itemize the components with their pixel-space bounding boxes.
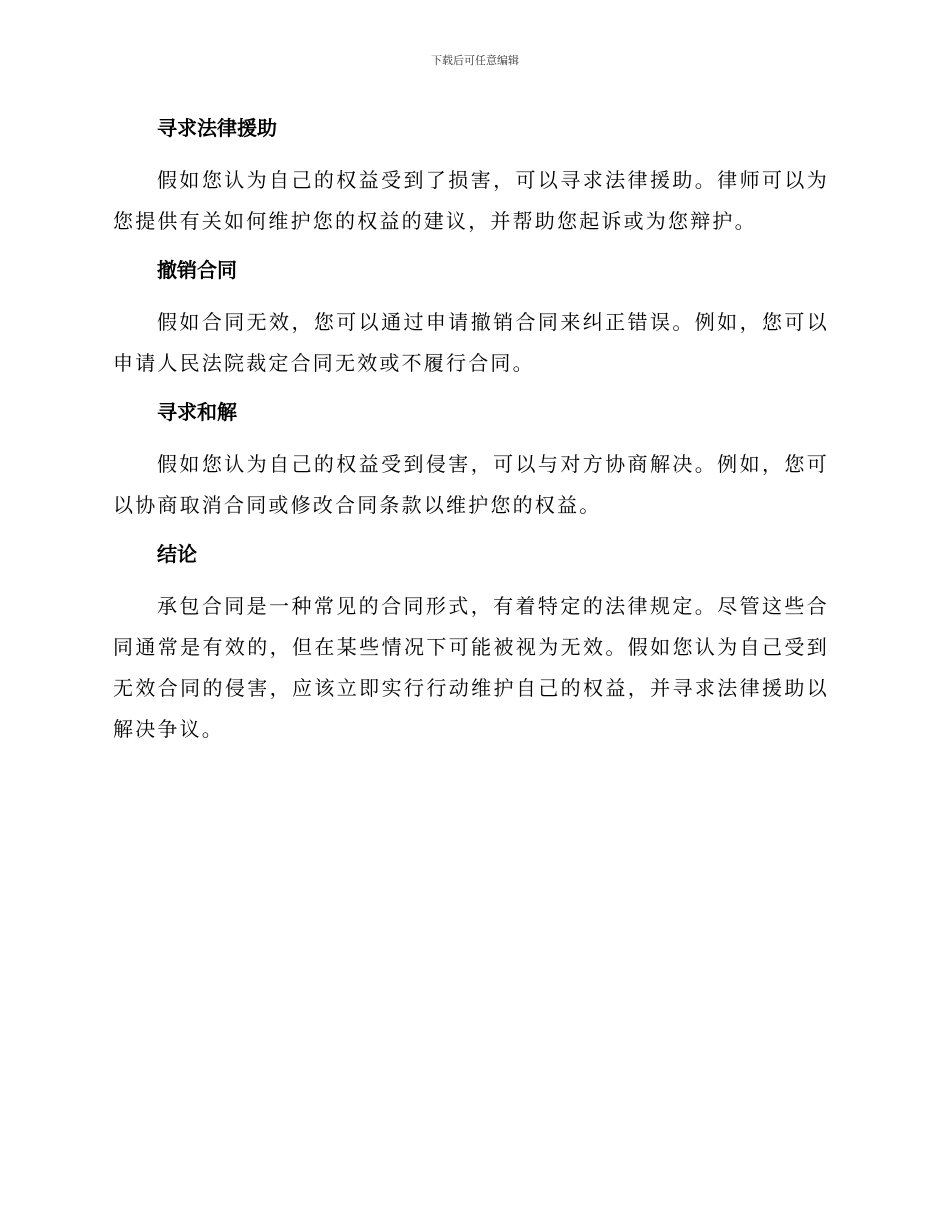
section-heading: 结论 — [157, 542, 197, 566]
section-settlement — [113, 394, 829, 526]
section-paragraph: 假如合同无效，您可以通过申请撤销合同来纠正错误。例如，您可以申请人民法院裁定合同无效或不履行合同。 — [113, 310, 829, 375]
section-paragraph: 假如您认为自己的权益受到了损害，可以寻求法律援助。律师可以为您提供有关如何维护您的权益的建议，并帮助您起诉或为您辩护。 — [113, 168, 829, 233]
section-heading: 撤销合同 — [157, 258, 237, 282]
document-body — [113, 110, 829, 760]
page-header-note: 下载后可任意编辑 — [431, 54, 519, 67]
section-conclusion — [113, 536, 829, 750]
section-paragraph: 承包合同是一种常见的合同形式，有着特定的法律规定。尽管这些合同通常是有效的，但在某些情况下可能被视为无效。假如您认为自己受到无效合同的侵害，应该立即实行行动维护自己的权益，并寻求法律援助以解决争议。 — [113, 594, 829, 741]
section-paragraph: 假如您认为自己的权益受到侵害，可以与对方协商解决。例如，您可以协商取消合同或修改合同条款以维护您的权益。 — [113, 452, 829, 517]
section-revoke-contract — [113, 252, 829, 384]
section-heading: 寻求法律援助 — [157, 116, 277, 140]
section-legal-aid — [113, 110, 829, 242]
section-heading: 寻求和解 — [157, 400, 237, 424]
